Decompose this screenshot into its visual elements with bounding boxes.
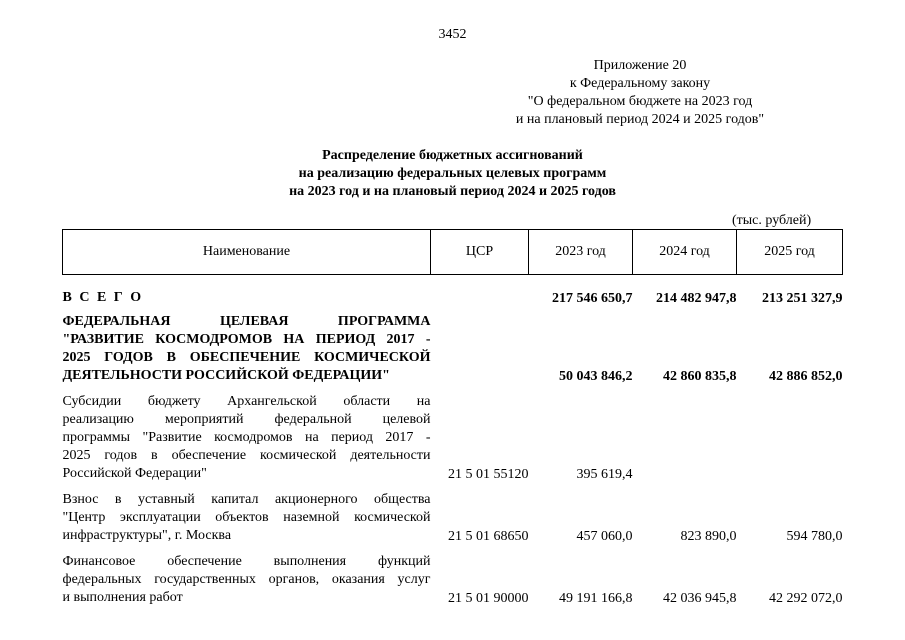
table-row (63, 313, 843, 385)
row-spacer-cell (63, 385, 843, 393)
row-name-line: ФЕДЕРАЛЬНАЯ ЦЕЛЕВАЯ ПРОГРАММА (62, 314, 431, 329)
row-name-line: "Центр эксплуатации объектов наземной космической (62, 510, 431, 525)
row-name (63, 289, 431, 307)
title-line: на реализацию федеральных целевых программ (298, 166, 607, 181)
row-spacer (63, 385, 843, 393)
row-value-2023: 395 619,4 (576, 467, 633, 482)
row-spacer (63, 483, 843, 491)
units-label: (тыс. рублей) (732, 213, 812, 228)
row-name (63, 393, 431, 483)
row-name-line: Российской Федерации" (62, 466, 207, 481)
row-value-2025 (737, 393, 843, 483)
row-name-line: В С Е Г О (62, 290, 144, 305)
page-number: 3452 (438, 27, 467, 42)
row-name-line: 2025 годов в обеспечение космической деятельности (62, 448, 431, 463)
row-spacer-cell (63, 275, 843, 290)
header-2025: 2025 год (737, 230, 843, 275)
row-spacer-cell (63, 545, 843, 553)
header-name: Наименование (63, 230, 431, 275)
appendix-line: Приложение 20 (593, 58, 687, 73)
row-csr: 21 5 01 90000 (448, 591, 529, 606)
row-spacer-cell (63, 483, 843, 491)
row-name (63, 553, 431, 607)
row-value-2024: 42 036 945,8 (663, 591, 737, 606)
row-value-2023: 457 060,0 (576, 529, 633, 544)
row-name (63, 491, 431, 545)
row-name-line: Взнос в уставный капитал акционерного общества (62, 492, 431, 507)
appendix-line: и на плановый период 2024 и 2025 годов" (515, 112, 765, 127)
header-csr: ЦСР (431, 230, 529, 275)
budget-table (62, 229, 843, 607)
row-name-line: и выполнения работ (62, 590, 183, 605)
row-value-2023: 217 546 650,7 (552, 291, 633, 306)
row-name-line: программы "Развитие космодромов на период 2017 - (62, 430, 431, 445)
row-csr: 21 5 01 55120 (448, 467, 529, 482)
table-body (63, 275, 843, 608)
row-csr (431, 313, 529, 385)
row-name-line: инфраструктуры", г. Москва (62, 528, 232, 543)
appendix-line: "О федеральном бюджете на 2023 год (527, 94, 753, 109)
appendix-line: к Федеральному закону (569, 76, 711, 91)
row-name-line: "РАЗВИТИЕ КОСМОДРОМОВ НА ПЕРИОД 2017 - (62, 332, 431, 347)
row-value-2025: 42 886 852,0 (769, 369, 843, 384)
title-line: на 2023 год и на плановый период 2024 и 2025 годов (289, 184, 616, 199)
document-title (0, 147, 905, 201)
row-value-2024 (633, 393, 737, 483)
row-name-line: Финансовое обеспечение выполнения функций (62, 554, 431, 569)
row-name-line: 2025 ГОДОВ В ОБЕСПЕЧЕНИЕ КОСМИЧЕСКОЙ (62, 350, 431, 365)
row-value-2023: 49 191 166,8 (559, 591, 633, 606)
row-value-2025: 213 251 327,9 (762, 291, 843, 306)
row-name-line: реализацию мероприятий федеральной целевой (62, 412, 431, 427)
appendix-block (480, 57, 800, 129)
row-name-line: ДЕЯТЕЛЬНОСТИ РОССИЙСКОЙ ФЕДЕРАЦИИ" (62, 368, 390, 383)
row-name (63, 313, 431, 385)
table-row (63, 393, 843, 483)
row-value-2023: 50 043 846,2 (559, 369, 633, 384)
title-line: Распределение бюджетных ассигнований (322, 148, 583, 163)
row-name-line: Субсидии бюджету Архангельской области на (62, 394, 431, 409)
row-value-2024: 42 860 835,8 (663, 369, 737, 384)
row-name-line: федеральных государственных органов, оказания услуг (62, 572, 431, 587)
table-row (63, 553, 843, 607)
header-2024: 2024 год (633, 230, 737, 275)
row-csr: 21 5 01 68650 (448, 529, 529, 544)
row-value-2024: 214 482 947,8 (656, 291, 737, 306)
table-row (63, 289, 843, 307)
table-row (63, 491, 843, 545)
row-spacer (63, 275, 843, 290)
row-csr (431, 289, 529, 307)
table-header-row (63, 230, 843, 275)
header-2023: 2023 год (529, 230, 633, 275)
row-value-2025: 594 780,0 (786, 529, 843, 544)
row-value-2025: 42 292 072,0 (769, 591, 843, 606)
row-value-2024: 823 890,0 (680, 529, 737, 544)
row-spacer (63, 545, 843, 553)
